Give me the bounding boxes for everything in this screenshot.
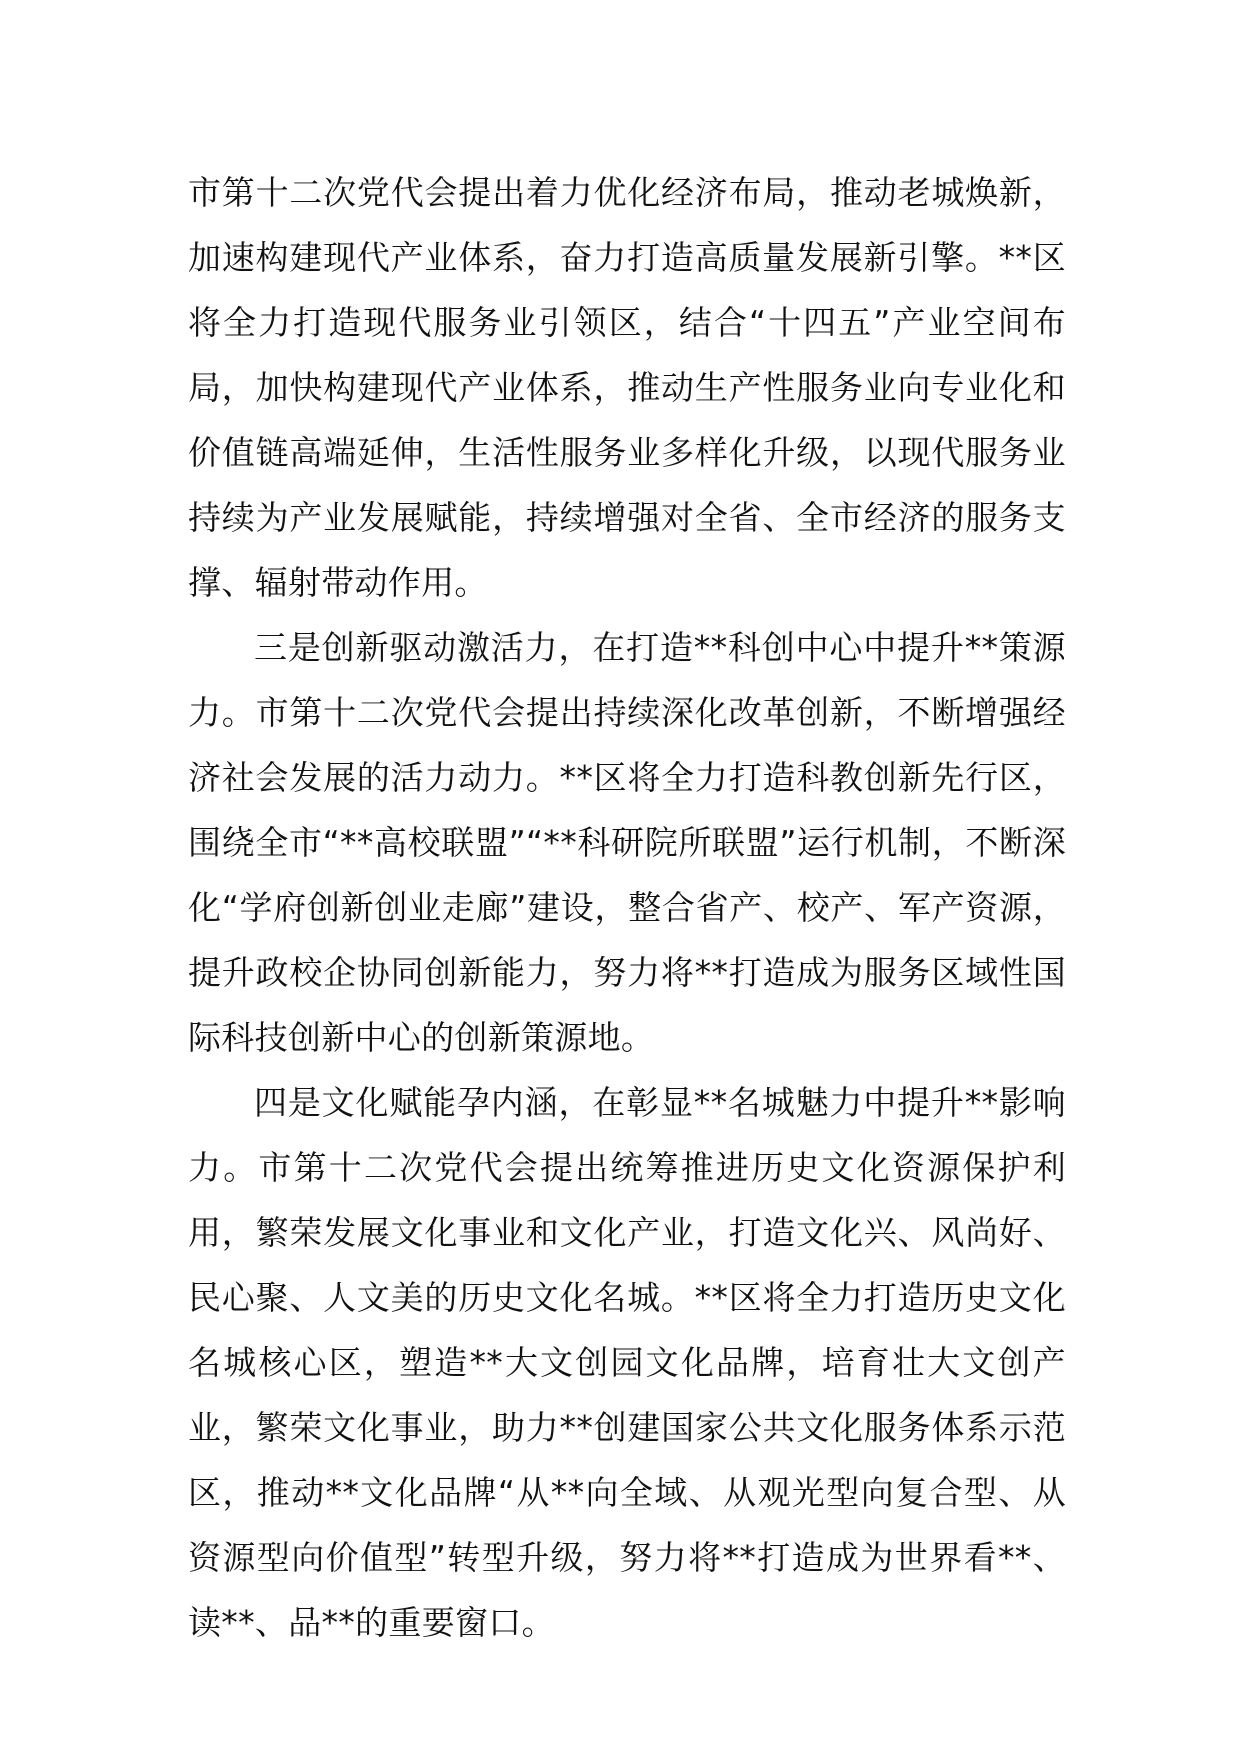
document-body bbox=[188, 160, 1066, 1655]
paragraph-innovation: 三是创新驱动激活力，在打造**科创中心中提升**策源力。市第十二次党代会提出持续深化改革创新，不断增强经济社会发展的活力动力。**区将全力打造科教创新先行区，围绕全市“**高校联盟”“**科研院所联盟”运行机制，不断深化“学府创新创业走廊”建设，整合省产、校产、军产资源，提升政校企协同创新能力，努力将**打造成为服务区域性国际科技创新中心的创新策源地。 bbox=[188, 628, 1066, 1057]
paragraph-culture: 四是文化赋能孕内涵，在彰显**名城魅力中提升**影响力。市第十二次党代会提出统筹推进历史文化资源保护利用，繁荣发展文化事业和文化产业，打造文化兴、风尚好、民心聚、人文美的历史文化名城。**区将全力打造历史文化名城核心区，塑造**大文创园文化品牌，培育壮大文创产业，繁荣文化事业，助力**创建国家公共文化服务体系示范区，推动**文化品牌“从**向全域、从观光型向复合型、从资源型向价值型”转型升级，努力将**打造成为世界看**、读**、品**的重要窗口。 bbox=[188, 1083, 1066, 1642]
paragraph-economic-layout: 市第十二次党代会提出着力优化经济布局，推动老城焕新，加速构建现代产业体系，奋力打造高质量发展新引擎。**区将全力打造现代服务业引领区，结合“十四五”产业空间布局，加快构建现代产业体系，推动生产性服务业向专业化和价值链高端延伸，生活性服务业多样化升级，以现代服务业持续为产业发展赋能，持续增强对全省、全市经济的服务支撑、辐射带动作用。 bbox=[188, 173, 1066, 602]
